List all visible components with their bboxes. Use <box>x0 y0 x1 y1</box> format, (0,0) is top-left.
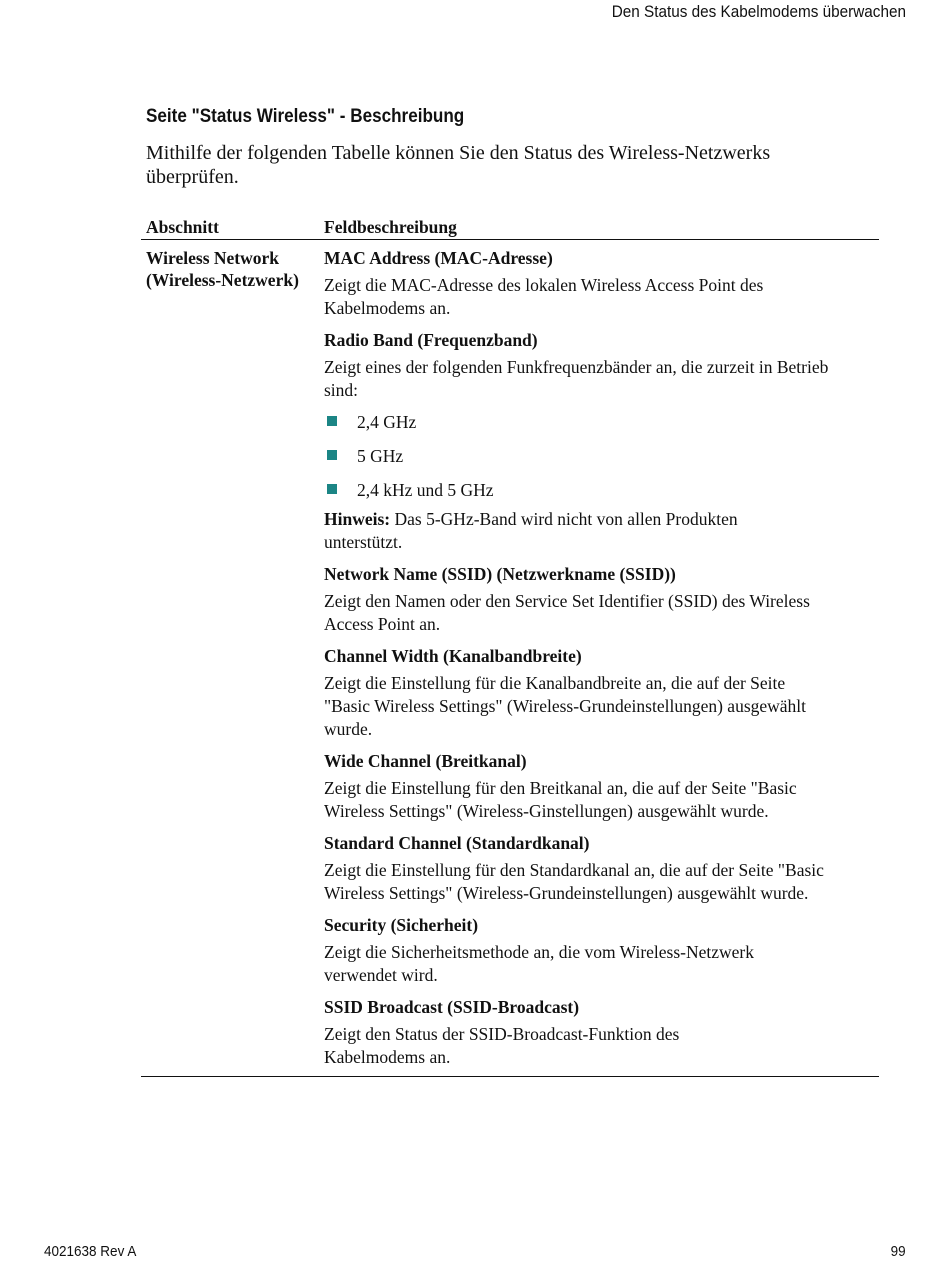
table-row <box>141 240 879 1077</box>
note-label: Hinweis: <box>324 509 391 529</box>
field-name: Channel Width (Kanalbandbreite) <box>324 646 582 666</box>
field-description: Zeigt die Einstellung für den Breitkanal an, die auf der Seite "Basic Wireless Settings" (Wireless-Ginstellungen) ausgewählt wurde. <box>324 778 797 821</box>
list-item: 2,4 GHz <box>324 411 844 434</box>
page-number: 99 <box>890 1243 906 1260</box>
field-channel-width <box>324 645 844 741</box>
column-header-field-description: Feldbeschreibung <box>324 217 457 237</box>
field-description: Zeigt den Namen oder den Service Set Identifier (SSID) des Wireless Access Point an. <box>324 591 810 634</box>
section-title: Seite "Status Wireless" - Beschreibung <box>146 106 465 127</box>
field-standard-channel <box>324 832 844 905</box>
field-description: Zeigt die MAC-Adresse des lokalen Wireless Access Point des Kabelmodems an. <box>324 275 764 318</box>
column-header-section: Abschnitt <box>146 217 219 237</box>
note-text: Das 5-GHz-Band wird nicht von allen Produkten unterstützt. <box>324 509 738 552</box>
square-bullet-icon <box>327 450 337 460</box>
status-wireless-table <box>141 214 879 1077</box>
list-item: 2,4 kHz und 5 GHz <box>324 479 844 502</box>
field-description: Zeigt den Status der SSID-Broadcast-Funktion des Kabelmodems an. <box>324 1024 680 1067</box>
field-name: Security (Sicherheit) <box>324 915 479 935</box>
square-bullet-icon <box>327 484 337 494</box>
field-name: MAC Address (MAC-Adresse) <box>324 248 553 268</box>
table-header-row <box>141 214 879 240</box>
field-name: Wide Channel (Breitkanal) <box>324 751 527 771</box>
note <box>324 508 814 554</box>
field-description: Zeigt die Einstellung für den Standardkanal an, die auf der Seite "Basic Wireless Settings" (Wireless-Grundeinstellungen) ausgewählt wurde. <box>324 860 824 903</box>
field-wide-channel <box>324 750 844 823</box>
document-number: 4021638 Rev A <box>44 1243 137 1260</box>
field-name: Standard Channel (Standardkanal) <box>324 833 590 853</box>
field-description: Zeigt eines der folgenden Funkfrequenzbänder an, die zurzeit in Betrieb sind: <box>324 357 829 400</box>
field-mac-address <box>324 247 844 320</box>
field-ssid-broadcast <box>324 996 844 1069</box>
field-description: Zeigt die Einstellung für die Kanalbandbreite an, die auf der Seite "Basic Wireless Settings" (Wireless-Grundeinstellungen) ausgewählt wurde. <box>324 673 807 739</box>
field-name: SSID Broadcast (SSID-Broadcast) <box>324 997 580 1017</box>
running-header: Den Status des Kabelmodems überwachen <box>611 2 906 21</box>
field-description: Zeigt die Sicherheitsmethode an, die vom Wireless-Netzwerk verwendet wird. <box>324 942 755 985</box>
section-name: Wireless Network (Wireless-Netzwerk) <box>146 248 299 290</box>
field-name: Radio Band (Frequenzband) <box>324 330 538 350</box>
intro-paragraph: Mithilfe der folgenden Tabelle können Sie den Status des Wireless-Netzwerks überprüfen. <box>146 142 771 188</box>
field-radio-band <box>324 329 844 554</box>
field-name: Network Name (SSID) (Netzwerkname (SSID)) <box>324 564 676 584</box>
field-network-name <box>324 563 844 636</box>
field-security <box>324 914 844 987</box>
radio-band-list <box>324 411 844 502</box>
square-bullet-icon <box>327 416 337 426</box>
list-item: 5 GHz <box>324 445 844 468</box>
